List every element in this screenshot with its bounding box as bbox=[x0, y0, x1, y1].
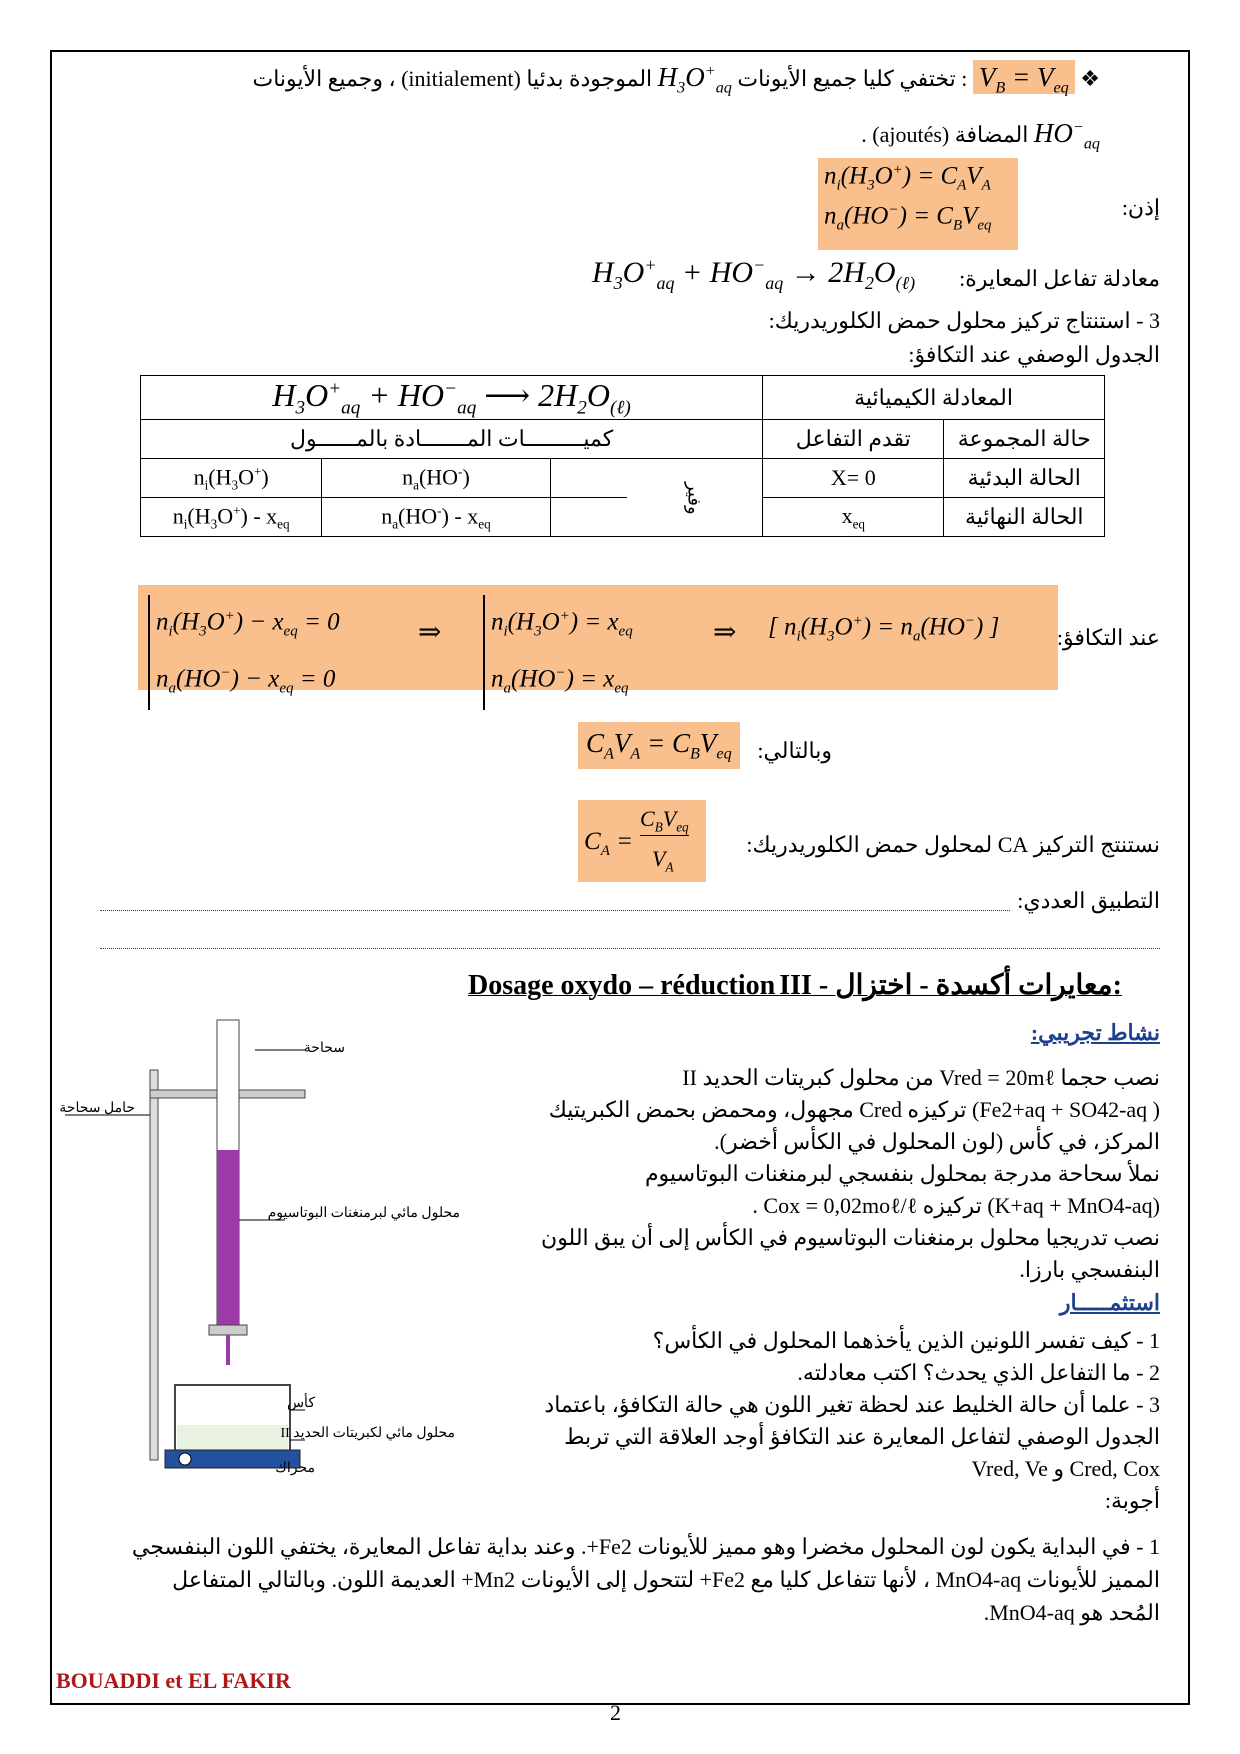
cell-x0: X= 0 bbox=[763, 459, 944, 498]
dots-2 bbox=[100, 948, 1160, 949]
intro-line-1: ❖ $V_B = V_{eq}$ : تختفي كليا جميع الأيونات $H_3O^+_{aq}$ الموجودة بدئيا (initialement) ، وجميع الأيونات bbox=[252, 62, 1100, 97]
label-kmno4: محلول مائي لبرمنغنات البوتاسيوم bbox=[267, 1206, 460, 1221]
cell-blank bbox=[550, 459, 627, 498]
label-beaker: كأس bbox=[286, 1396, 315, 1411]
activity-title: نشاط تجريبي: bbox=[1030, 1020, 1160, 1045]
equivalence-label: عند التكافؤ: bbox=[1056, 625, 1160, 650]
stopcock bbox=[209, 1325, 247, 1335]
table-header-amounts: كميـــــــــات المـــــــادة بالمــــــول bbox=[141, 420, 763, 459]
equivalence-box: $n_i(H_3O^+) - x_{eq} = 0$ $n_a(HO^-) - x_{eq} = 0$ ⇒ $n_i(H_3O^+) = x_{eq}$ $n_a(HO^-) = x_{eq}$ ⇒ [ $n_i(H_3O^+) = n_a(HO^-)$ ] bbox=[138, 585, 1058, 690]
table-equation: $H_3O^+_{aq} + HO^-_{aq}$ ⟶ $2H_2O_{(\ell)}$ bbox=[141, 376, 763, 420]
deduce-label: نستنتج التركيز CA لمحلول حمض الكلوريدريك: bbox=[746, 832, 1160, 857]
label-stand: حامل سحاحة bbox=[59, 1101, 135, 1116]
cell-na-final: $n_a(HO^-) - x_{eq}$ bbox=[322, 498, 550, 537]
numeric-label: التطبيق العددي: bbox=[1017, 888, 1160, 913]
descriptive-table bbox=[140, 375, 1105, 537]
footer-authors: BOUADDI et EL FAKIR bbox=[56, 1668, 291, 1693]
intro-line-2: $HO^-_{aq}$ المضافة (ajoutés) . bbox=[861, 118, 1100, 153]
table-header-progress: تقدم التفاعل bbox=[763, 420, 944, 459]
exploit-title: استثمـــــار bbox=[1059, 1290, 1160, 1315]
cell-ni-final: $n_i(H_3O^+) - x_{eq}$ bbox=[141, 498, 322, 537]
reaction-label: معادلة تفاعل المعايرة: bbox=[959, 266, 1160, 291]
titration-reaction: $H_3O^+_{aq} + HO^-_{aq} \to 2H_2O_{(\ell)}$ bbox=[592, 255, 916, 293]
ca-va-eq: $C_AV_A = C_BV_{eq}$ bbox=[578, 722, 740, 769]
procedure-text: نصب حجما Vred = 20mℓ من محلول كبريتات الحديد II ( Fe2+aq + SO42-aq) تركيزه Cred مجهول، ومحمض بحمض الكبريتيك المركز، في كأس (لون المحلول في الكأس أخضر). نملأ سحاحة مدرجة بمحلول بنفسجي لبرمنغنات البوتاسيوم (K+aq + MnO4-aq) تركيزه Cox = 0,02moℓ/ℓ . نصب تدريجيا محلول برمنغنات البوتاسيوم في الكأس إلى أن يبق اللون البنفسجي بارزا. bbox=[541, 1065, 1160, 1282]
ca-formula: $C_A$ = $C_BV_{eq}$ $V_A$ bbox=[578, 800, 706, 882]
cell-ni-initial: $n_i(H_3O^+)$ bbox=[141, 459, 322, 498]
answer-1: 1 - في البداية يكون لون المحلول مخضرا وهو مميز للأيونات Fe2+. وعند بداية تفاعل المعايرة، يختفي اللون البنفسجي المميز للأيونات MnO4-aq ، لأنها تتفاعل كليا مع Fe2+ لتتحول إلى الأيونات Mn2+ العديمة اللون. وبالتالي المتفاعل المُحد هو MnO4-aq. bbox=[131, 1534, 1160, 1625]
therefore-label: وبالتالي: bbox=[757, 738, 832, 763]
section-III-title: Dosage oxydo – réduction III - معايرات أكسدة - اختزال: bbox=[468, 970, 1122, 1001]
label-burette: سحاحة bbox=[303, 1041, 345, 1056]
table-header-equation: المعادلة الكيميائية bbox=[763, 376, 1105, 420]
table-header-state: حالة المجموعة bbox=[944, 420, 1105, 459]
cell-excess: وفير bbox=[627, 459, 763, 537]
cell-na-initial: $n_a(HO^-)$ bbox=[322, 459, 550, 498]
table-title: الجدول الوصفي عند التكافؤ: bbox=[908, 342, 1160, 367]
dots-1 bbox=[100, 910, 1010, 911]
stand-rod bbox=[150, 1070, 158, 1460]
cell-final-state: الحالة النهائية bbox=[944, 498, 1105, 537]
section-3-title: 3 - استنتاج تركيز محلول حمض الكلوريدريك: bbox=[768, 308, 1160, 333]
questions: 1 - كيف تفسر اللونين الذين يأخذهما المحلول في الكأس؟ 2 - ما التفاعل الذي يحدث؟ اكتب معادلته. 3 - علما أن حالة الخليط عند لحظة تغير اللون هي حالة التكافؤ، باعتماد الجدول الوصفي لتفاعل المعايرة عند التكافؤ أوجد العلاقة التي تربط Cred, Cox و Vred, Ve أجوبة: bbox=[544, 1328, 1160, 1513]
label-stirrer: محراك bbox=[275, 1461, 315, 1476]
page-number: 2 bbox=[610, 1700, 621, 1725]
cell-initial-state: الحالة البدئية bbox=[944, 459, 1105, 498]
label-iron: محلول مائي لكبريتات الحديد II bbox=[280, 1426, 455, 1441]
burette-liquid bbox=[217, 1150, 239, 1325]
moles-box: $n_i(H_3O^+) = C_AV_A$ $n_a(HO^-) = C_BV_{eq}$ bbox=[818, 158, 1018, 250]
cell-xeq: $x_{eq}$ bbox=[763, 498, 944, 537]
idhan-label: إذن: bbox=[1121, 195, 1160, 220]
cell-blank-2 bbox=[550, 498, 627, 537]
